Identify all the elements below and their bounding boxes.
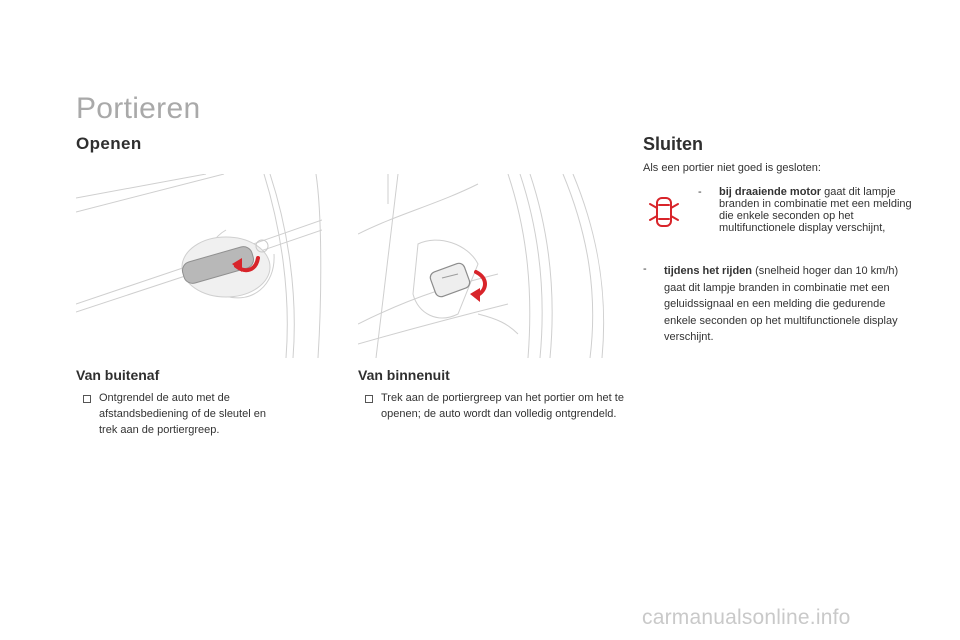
checkbox-bullet-icon bbox=[365, 395, 373, 403]
section-heading-closing: Sluiten bbox=[643, 134, 704, 154]
engine-running-description: gaat dit lampje branden in combinatie met een melding die enkele seconden op het multifunctionele display verschijnt, bbox=[719, 186, 912, 234]
checkbox-bullet-icon bbox=[83, 395, 91, 403]
inside-instruction-text: Trek aan de portiergreep van het portier om het te openen; de auto wordt dan volledig ontgrendeld. bbox=[381, 392, 624, 420]
driving-label: tijdens het rijden bbox=[664, 265, 753, 277]
engine-running-note bbox=[719, 186, 919, 234]
page-title: Portieren bbox=[76, 92, 201, 125]
inside-subheading: Van binnenuit bbox=[358, 367, 450, 383]
driving-note bbox=[664, 263, 914, 346]
inside-door-handle-illustration bbox=[358, 174, 616, 358]
watermark: carmanualsonline.info bbox=[642, 606, 851, 629]
door-open-warning-icon bbox=[644, 192, 684, 232]
closing-intro: Als een portier niet goed is gesloten: bbox=[643, 162, 821, 174]
engine-running-label: bij draaiende motor bbox=[719, 186, 822, 198]
driving-description: (snelheid hoger dan 10 km/h) gaat dit lampje branden in combinatie met een geluidssignaal en een melding die gedurende enkele seconden op het multifunctionele display verschijnt. bbox=[664, 265, 899, 343]
outside-instruction bbox=[83, 390, 283, 438]
outside-instruction-text: Ontgrendel de auto met de afstandsbediening of de sleutel en trek aan de portiergreep. bbox=[99, 392, 266, 436]
section-heading-opening: Openen bbox=[76, 134, 142, 153]
outside-subheading: Van buitenaf bbox=[76, 367, 160, 383]
outside-door-handle-illustration bbox=[76, 174, 322, 358]
inside-instruction bbox=[365, 390, 627, 422]
list-dash: - bbox=[643, 263, 647, 275]
list-dash: - bbox=[698, 186, 702, 198]
